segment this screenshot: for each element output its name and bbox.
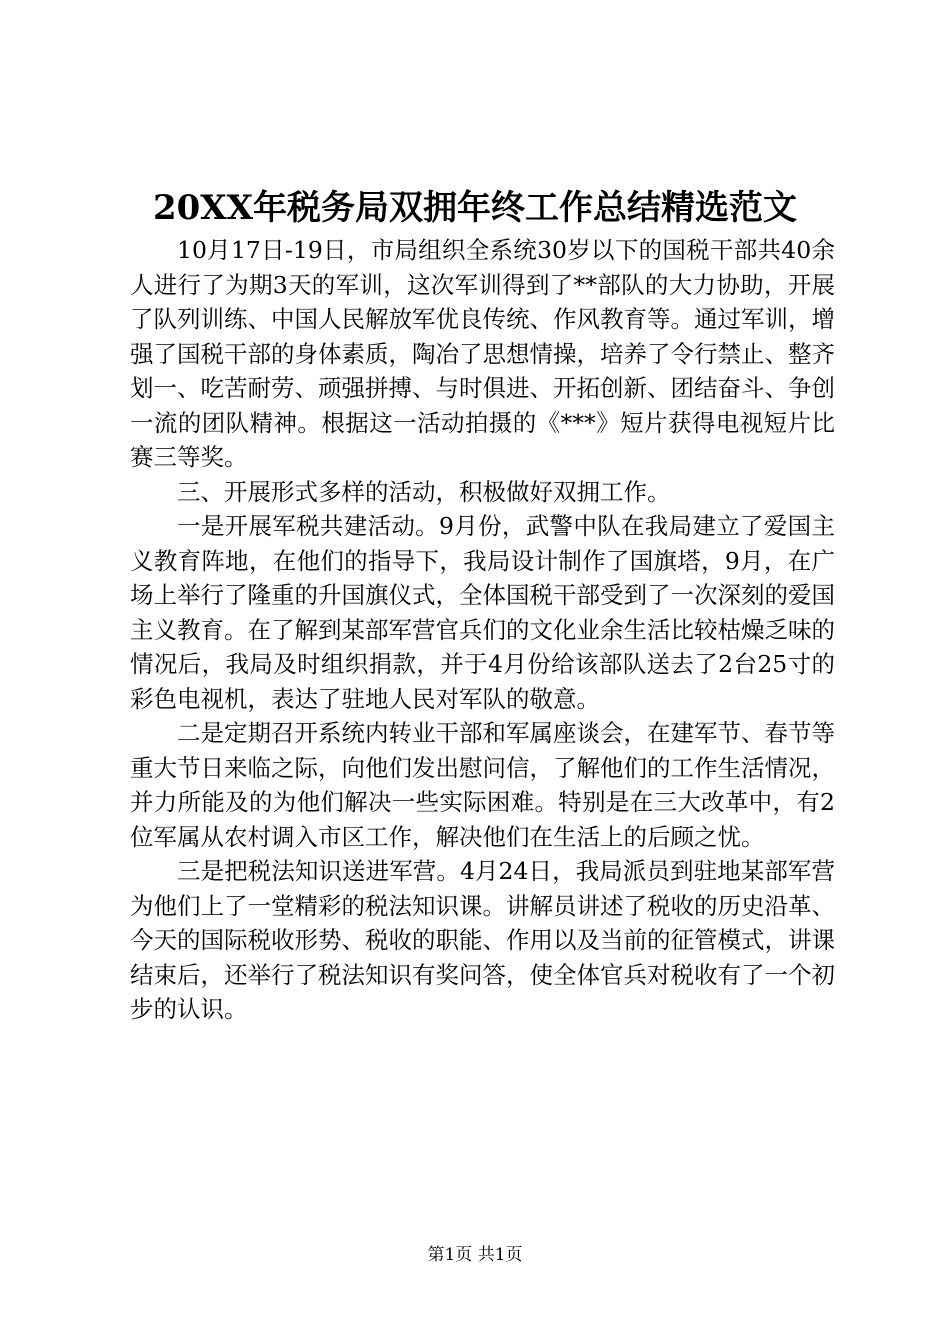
paragraph-military-training: 10月17日-19日，市局组织全系统30岁以下的国税干部共40余人进行了为期3天的军训，这次军训得到了**部队的大力协助，开展了队列训练、中国人民解放军优良传统、作风教育等。通过军训，增强了国税干部的身体素质，陶冶了思想情操，培养了令行禁止、整齐划一、吃苦耐劳、顽强拼搏、与时俱进、开拓创新、团结奋斗、争创一流的团队精神。根据这一活动拍摄的《***》短片获得电视短片比赛三等奖。 (130, 236, 835, 471)
paragraph-symposium: 二是定期召开系统内转业干部和军属座谈会，在建军节、春节等重大节日来临之际，向他们发出慰问信，了解他们的工作生活情况，并力所能及的为他们解决一些实际困难。特别是在三大改革中，有2位军属从农村调入市区工作，解决他们在生活上的后顾之忧。 (130, 719, 835, 851)
paragraph-tax-knowledge: 三是把税法知识送进军营。4月24日，我局派员到驻地某部军营为他们上了一堂精彩的税法知识课。讲解员讲述了税收的历史沿革、今天的国际税收形势、税收的职能、作用以及当前的征管模式，讲课结束后，还举行了税法知识有奖问答，使全体官兵对税收有了一个初步的认识。 (130, 857, 835, 1023)
page-footer: 第1页 共1页 (427, 1245, 523, 1265)
paragraph-joint-construction: 一是开展军税共建活动。9月份，武警中队在我局建立了爱国主义教育阵地，在他们的指导下，我局设计制作了国旗塔，9月，在广场上举行了隆重的升国旗仪式，全体国税干部受到了一次深刻的爱国主义教育。在了解到某部军营官兵们的文化业余生活比较枯燥乏味的情况后，我局及时组织捐款，并于4月份给该部队送去了2台25寸的彩色电视机，表达了驻地人民对军队的敬意。 (130, 512, 835, 713)
section-heading-activities: 三、开展形式多样的活动，积极做好双拥工作。 (177, 477, 671, 506)
document-title: 20XX年税务局双拥年终工作总结精选范文 (152, 188, 798, 228)
document-body (130, 233, 835, 1027)
